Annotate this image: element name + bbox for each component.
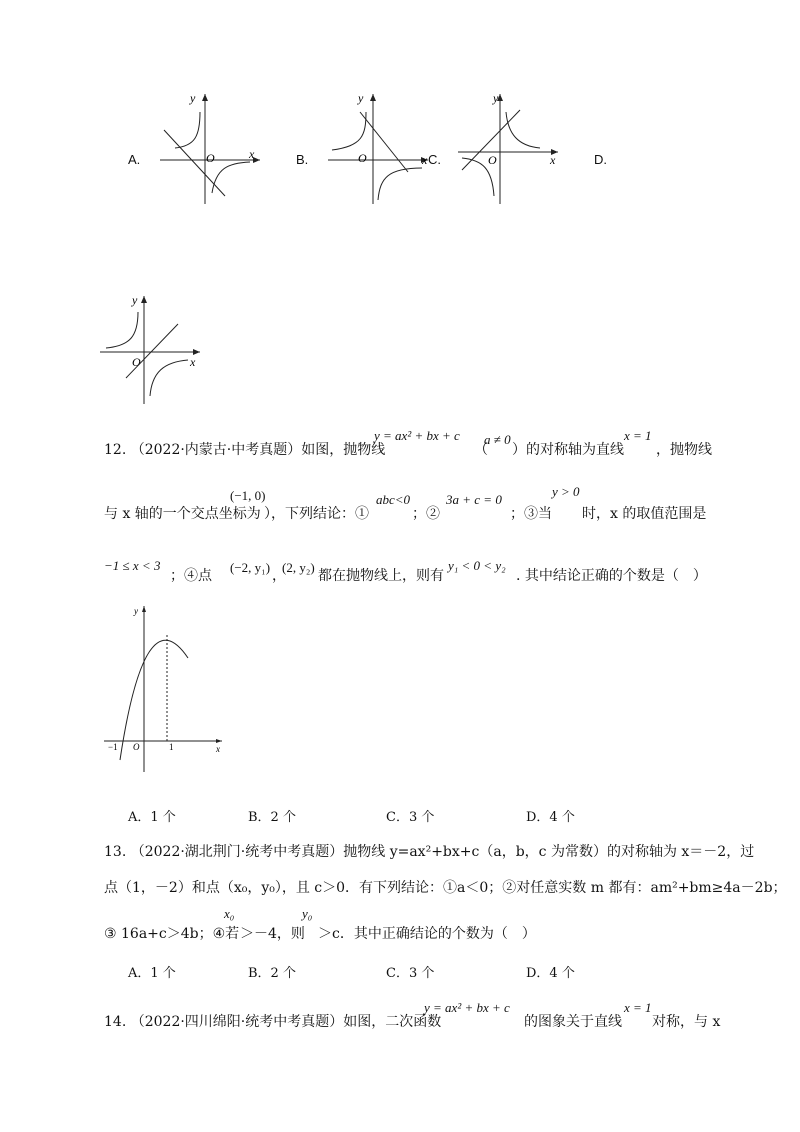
graph-option-a — [150, 88, 265, 206]
option-d-label: D. — [594, 152, 607, 167]
point-1: (−2, y₁) — [230, 560, 271, 575]
parabola-equation: y = ax² + bx + c — [374, 428, 460, 443]
question-number: 13. — [104, 844, 127, 860]
axis-y-label: y — [493, 91, 499, 105]
x-range: −1 ≤ x < 3 — [104, 558, 161, 573]
parabola-graph — [100, 600, 230, 775]
origin-label: O — [358, 151, 367, 165]
graph-option-c — [448, 88, 563, 206]
option-c-label: C. — [428, 152, 441, 167]
axis-x-label: x — [190, 355, 196, 369]
axis-y-label: y — [132, 293, 138, 307]
q12-choice-a[interactable]: A．1 个 — [128, 810, 176, 825]
intersection-point: (−1, 0) — [230, 488, 266, 503]
axis-y-label: y — [190, 91, 196, 105]
question-number: 12. — [104, 442, 127, 458]
inequality: y₁ < 0 < y₂ — [448, 558, 506, 573]
graph-option-d — [96, 290, 208, 408]
question-14-line-1: 14. （2022·四川绵阳·统考中考真题）如图，二次函数 — [104, 1014, 442, 1030]
question-source: （2022·内蒙古·中考真题） — [130, 442, 302, 458]
q13-choice-b[interactable]: B．2 个 — [248, 966, 296, 981]
conclusion-1: abc<0 — [376, 492, 411, 507]
condition-a-nonzero: a ≠ 0 — [484, 432, 511, 447]
graph-1-label: 1 — [169, 742, 174, 752]
q12-choice-d[interactable]: D．4 个 — [526, 810, 575, 825]
axis-x-label: x — [249, 147, 255, 161]
question-13-line-3a: ③ 16a+c＞4b；④若 — [104, 926, 240, 942]
conclusion-2: 3a + c = 0 — [446, 492, 502, 507]
q13-choice-a[interactable]: A．1 个 — [128, 966, 176, 981]
axis-x-label: x — [550, 153, 556, 167]
point-2: (2, y₂) — [282, 560, 315, 575]
question-12-line-1: 12. （2022·内蒙古·中考真题）如图，抛物线 — [104, 442, 386, 458]
option-b-label: B. — [296, 152, 309, 167]
graph-origin-label: O — [133, 742, 140, 752]
origin-label: O — [206, 151, 215, 165]
graph-option-b — [318, 88, 433, 206]
q14-axis-equation: x = 1 — [624, 1000, 652, 1015]
origin-label: O — [488, 153, 497, 167]
question-13-line-2: 点（1，－2）和点（x₀，y₀），且 c＞0．有下列结论：①a＜0；②对任意实数 m 都有：am²+bm≥4a－2b； — [104, 880, 787, 896]
origin-label: O — [132, 355, 141, 369]
q13-choice-c[interactable]: C．3 个 — [386, 966, 435, 981]
q14-equation: y = ax² + bx + c — [424, 1000, 510, 1015]
axis-x-label: x — [422, 153, 428, 167]
graph-x-label: x — [216, 744, 220, 754]
option-a-label: A. — [128, 152, 141, 167]
parabola-curve — [120, 640, 188, 760]
y0-symbol: y₀ — [302, 906, 313, 921]
graph-y-label: y — [134, 606, 138, 616]
conclusion-3: y > 0 — [552, 484, 580, 499]
axis-equation: x = 1 — [624, 428, 652, 443]
q12-choice-b[interactable]: B．2 个 — [248, 810, 296, 825]
question-number: 14. — [104, 1014, 127, 1030]
question-13-line-1: 13. （2022·湖北荆门·统考中考真题）抛物线 y=ax²+bx+c（a，b，c 为常数）的对称轴为 x＝－2，过 — [104, 844, 755, 860]
x0-symbol: x₀ — [224, 906, 235, 921]
q13-choice-d[interactable]: D．4 个 — [526, 966, 575, 981]
axis-y-label: y — [358, 91, 364, 105]
graph-neg1-label: −1 — [108, 742, 118, 752]
q12-choice-c[interactable]: C．3 个 — [386, 810, 435, 825]
